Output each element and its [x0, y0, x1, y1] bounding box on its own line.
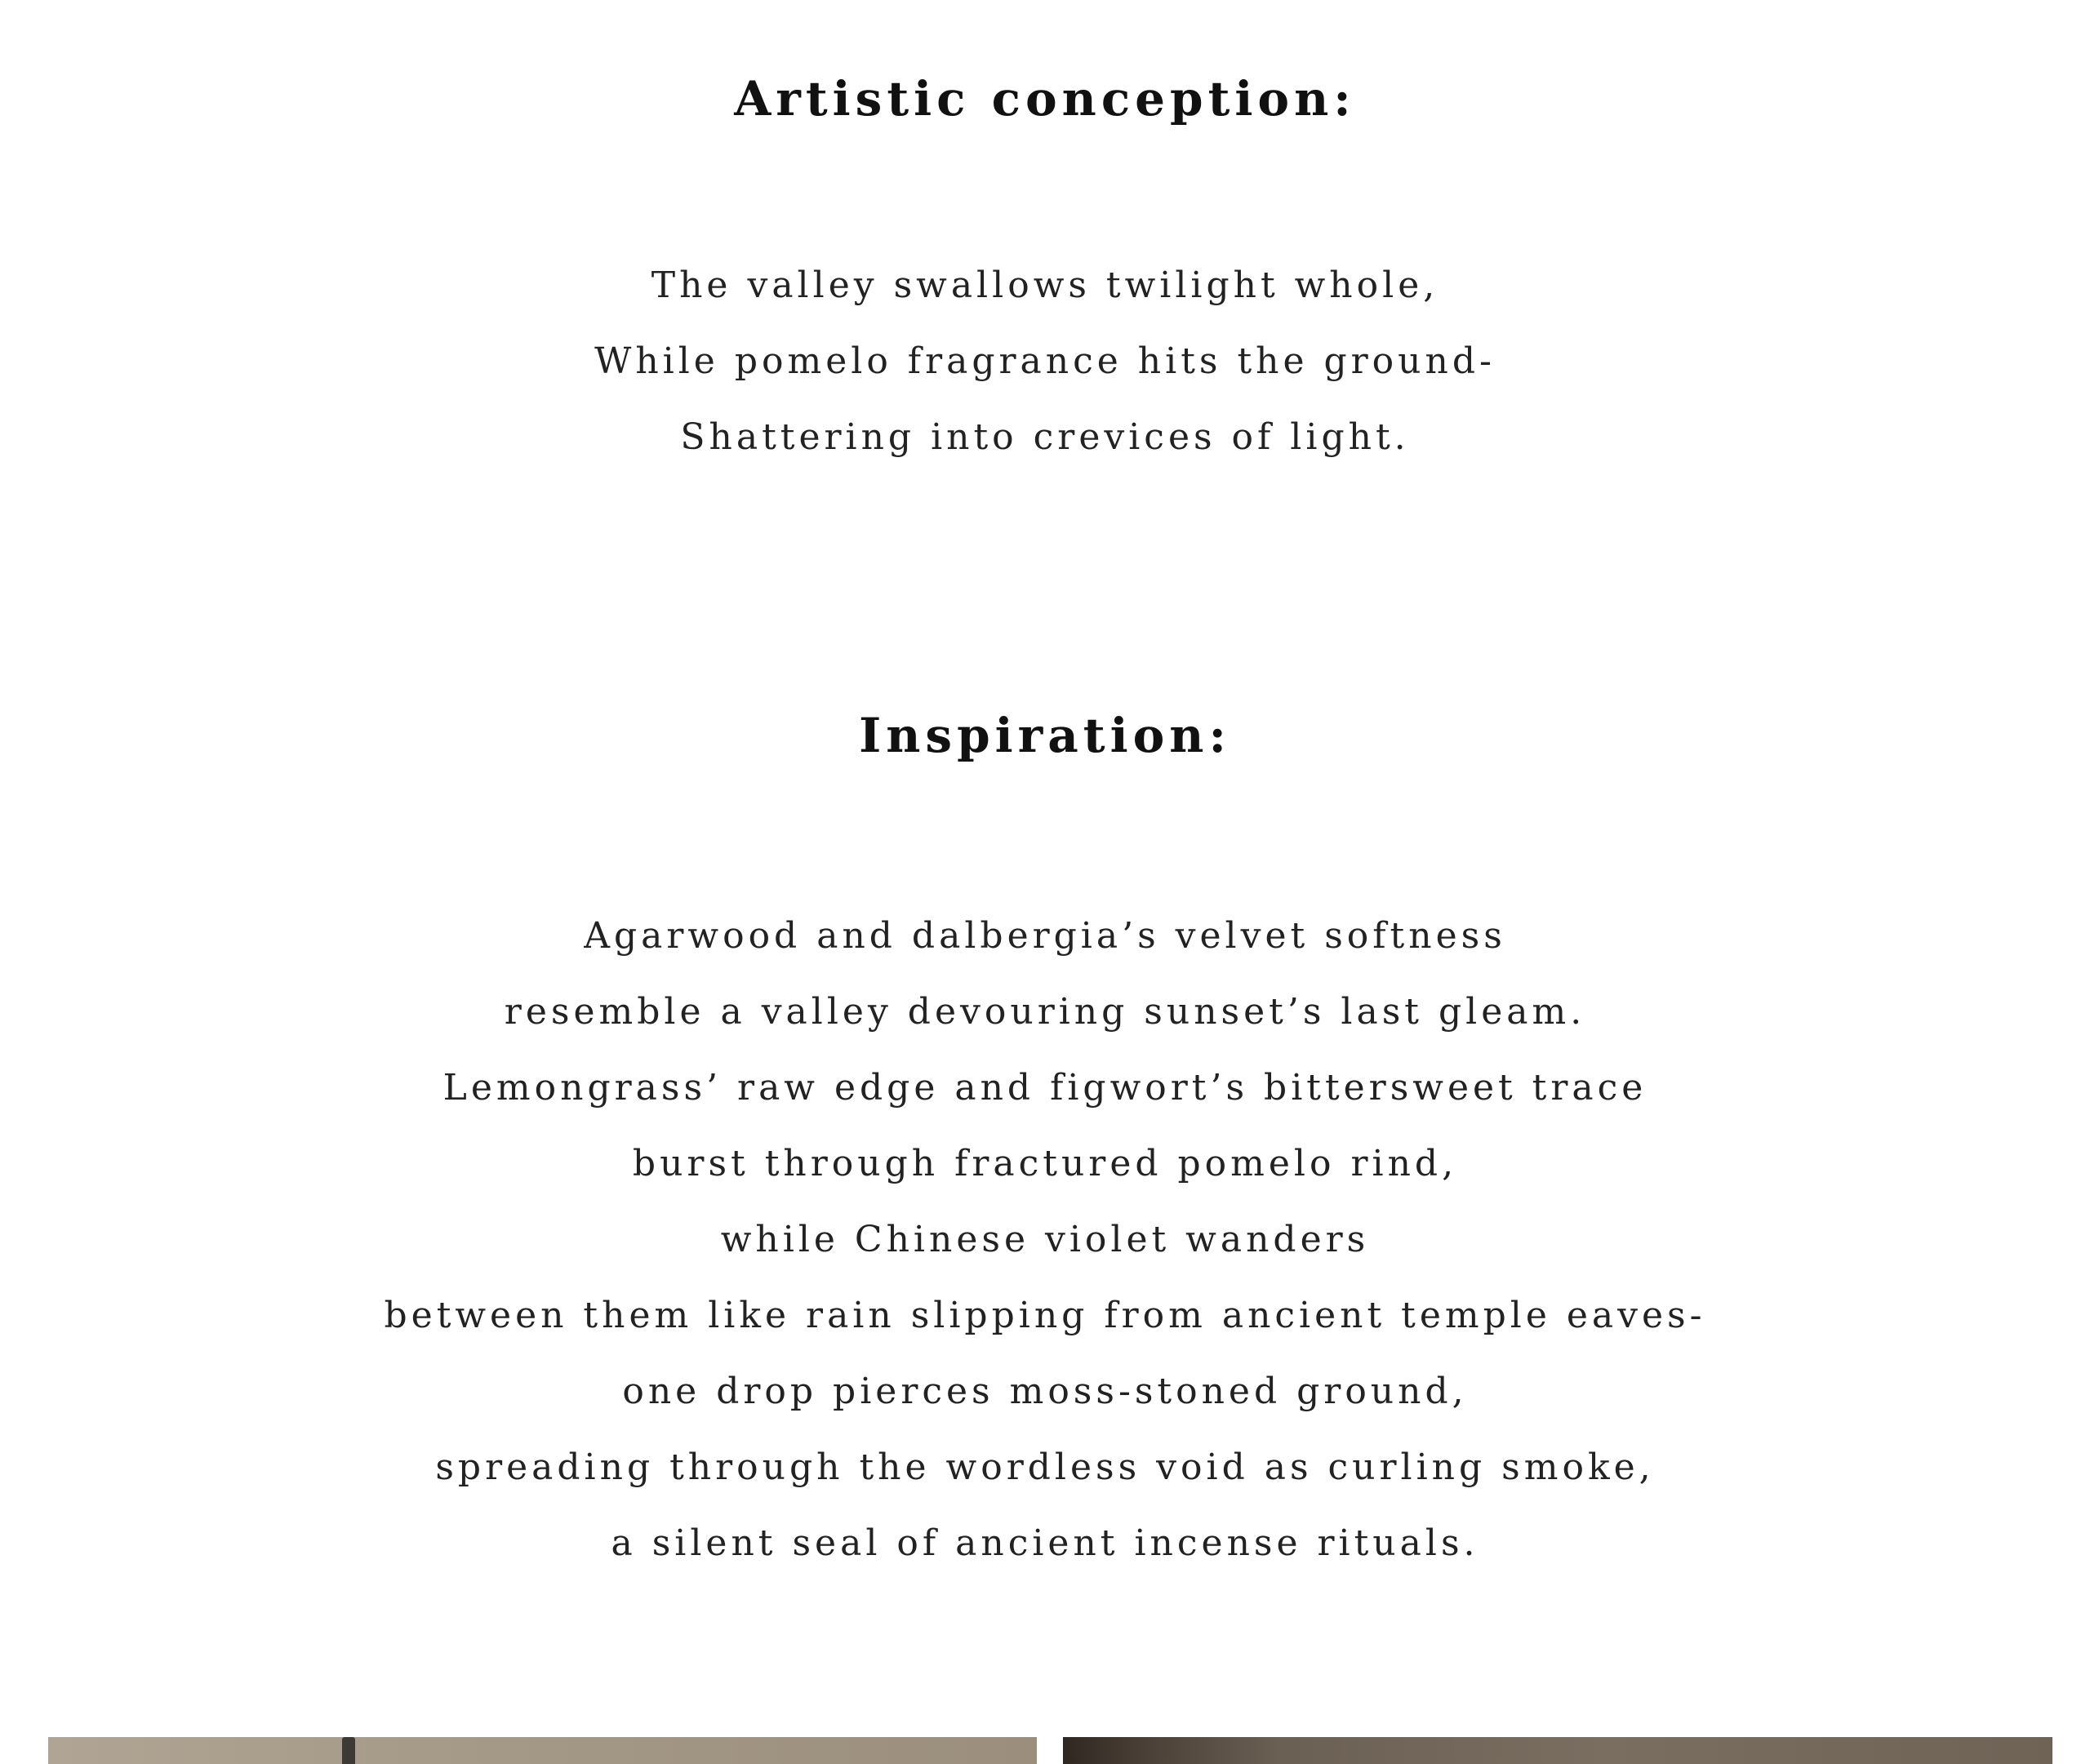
inspiration-heading: Inspiration: — [859, 708, 1231, 763]
verse-line: burst through fractured pomelo rind, — [632, 1143, 1458, 1184]
inspiration-verse — [0, 898, 2090, 1581]
product-photo-left — [48, 1737, 1037, 1764]
verse-line: one drop pierces moss-stoned ground, — [622, 1371, 1468, 1412]
verse-line: Agarwood and dalbergia’s velvet softness — [584, 915, 1506, 957]
artistic-conception-heading: Artistic conception: — [734, 71, 1356, 127]
verse-line: The valley swallows twilight whole, — [651, 264, 1439, 306]
verse-line: While pomelo fragrance hits the ground- — [594, 340, 1496, 382]
product-photo-right — [1063, 1737, 2052, 1764]
verse-line: spreading through the wordless void as curling smoke, — [435, 1446, 1655, 1488]
incense-stick-silhouette — [342, 1737, 355, 1764]
verse-line: resemble a valley devouring sunset’s last gleam. — [504, 991, 1586, 1033]
verse-line: Lemongrass’ raw edge and figwort’s bittersweet trace — [442, 1067, 1648, 1109]
verse-line: Shattering into crevices of light. — [680, 416, 1410, 458]
verse-line: between them like rain slipping from ancient temple eaves- — [384, 1295, 1706, 1336]
verse-line: while Chinese violet wanders — [720, 1219, 1370, 1260]
verse-line: a silent seal of ancient incense rituals. — [611, 1522, 1479, 1564]
artistic-conception-verse — [0, 247, 2090, 475]
